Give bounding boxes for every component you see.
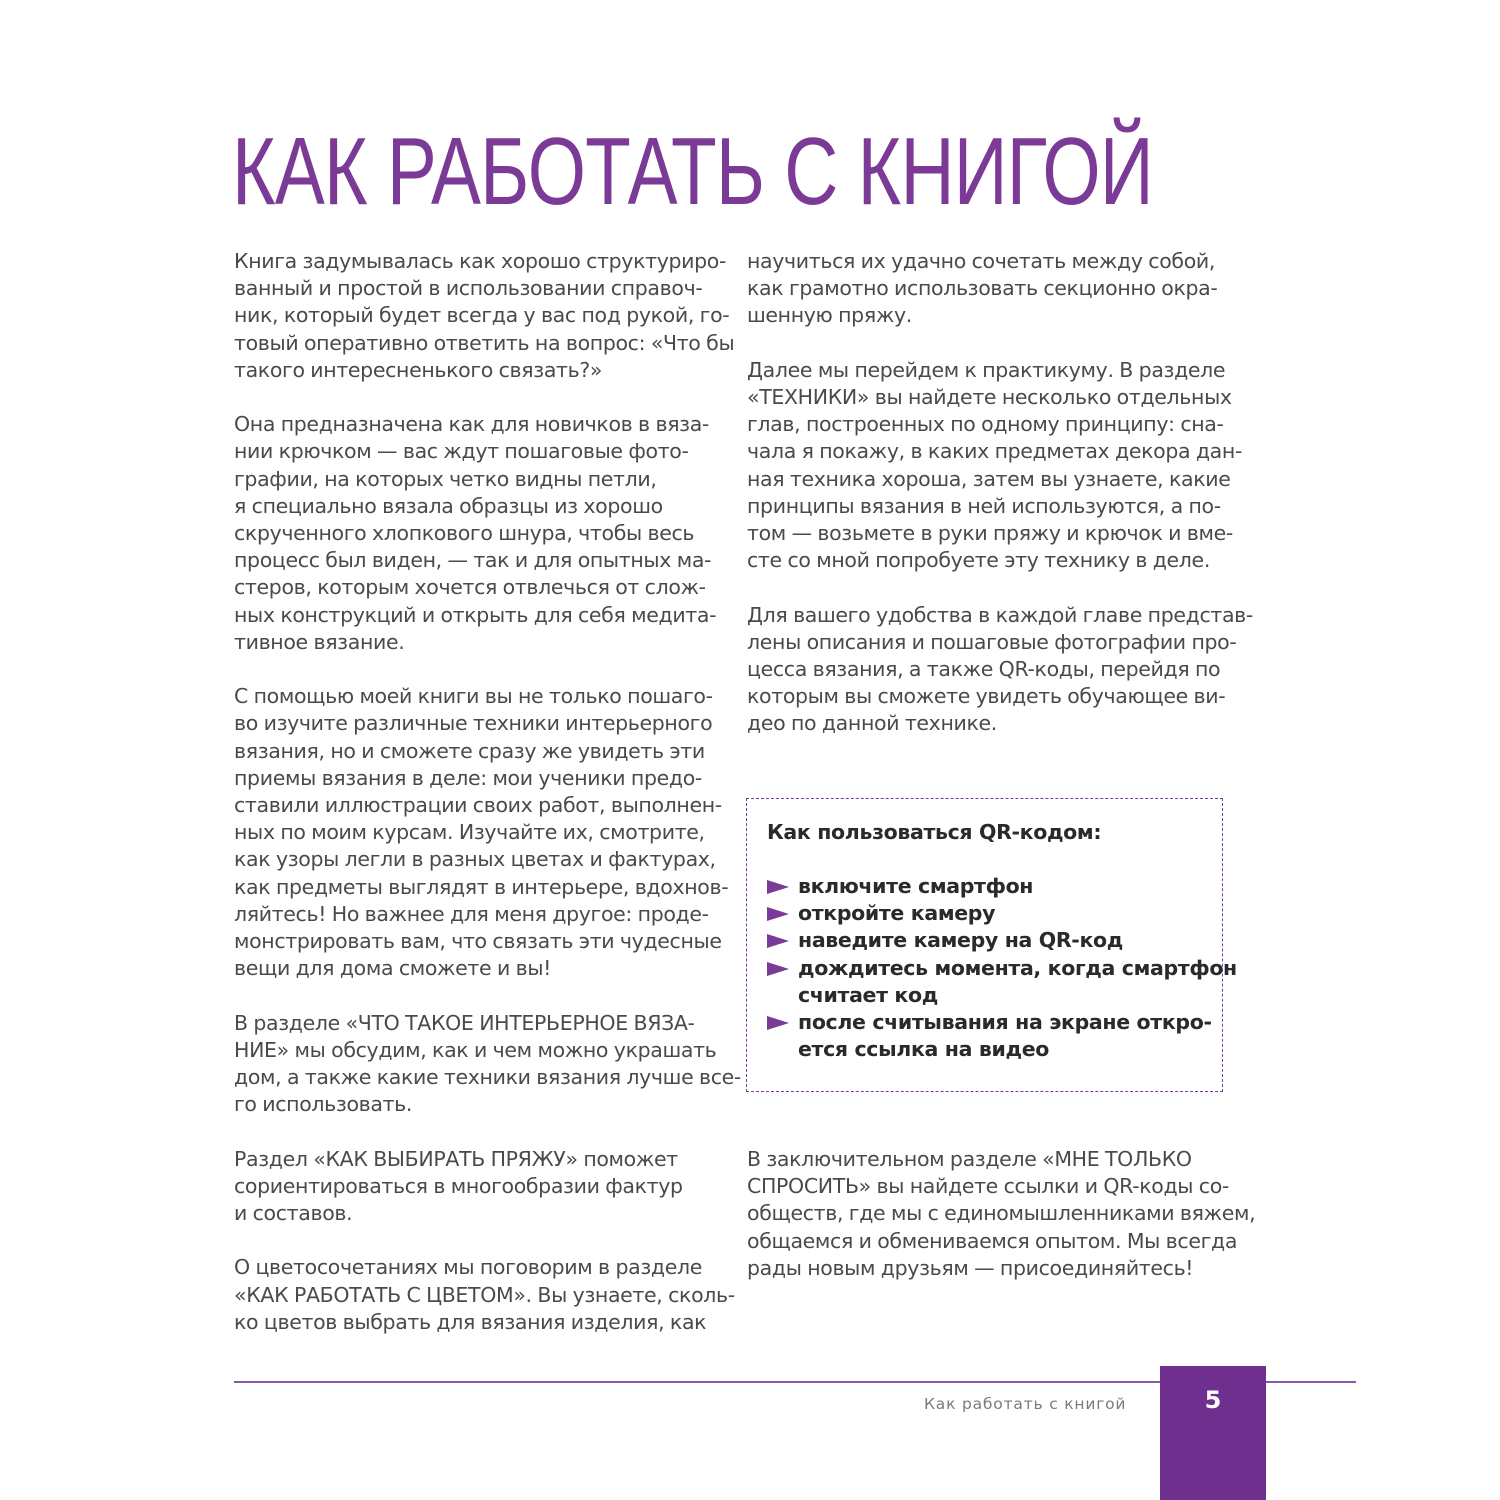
text-line: глав, построенных по одному принципу: сна-: [747, 412, 1224, 437]
text-line: сориентироваться в многообразии фактур: [234, 1173, 683, 1198]
qr-box-title: Как пользоваться QR-кодом:: [767, 820, 1102, 844]
text-line: обществ, где мы с единомышленниками вяжем,: [747, 1201, 1256, 1226]
text-line: го использовать.: [234, 1092, 413, 1117]
text-line: которым вы сможете увидеть обучающее ви-: [747, 684, 1226, 709]
closing-paragraph: [747, 1146, 1256, 1282]
qr-step-text: откройте камеру: [798, 901, 996, 926]
text-line: «КАК РАБОТАТЬ С ЦВЕТОМ». Вы узнаете, сколь-: [234, 1282, 735, 1307]
text-line: и составов.: [234, 1201, 353, 1226]
qr-step: [767, 873, 1237, 900]
text-line: рады новым друзьям — присоединяйтесь!: [747, 1255, 1194, 1280]
paragraph-gap: [747, 574, 1227, 601]
paragraph-gap: [234, 982, 734, 1009]
text-line: такого интересненького связать?»: [234, 357, 603, 382]
text-line: приемы вязания в деле: мои ученики предо-: [234, 765, 702, 790]
qr-instructions-box: [746, 798, 1237, 1092]
text-line: как грамотно использовать секционно окра-: [747, 276, 1218, 301]
text-line: Она предназначена как для новичков в вяза-: [234, 412, 709, 437]
text-line: процесс был виден, — так и для опытных ма-: [234, 548, 712, 573]
text-line: чала я покажу, в каких предметах декора дан-: [747, 439, 1242, 464]
text-line: ник, который будет всегда у вас под рукой, го-: [234, 303, 730, 328]
text-line: нии крючком — вас ждут пошаговые фото-: [234, 439, 689, 464]
text-line: ванный и простой в использовании справоч-: [234, 276, 703, 301]
paragraph-gap: [234, 384, 734, 411]
text-line: как предметы выглядят в интерьере, вдохнов-: [234, 874, 729, 899]
text-line: ная техника хороша, затем вы узнаете, какие: [747, 466, 1231, 491]
paragraph-gap: [234, 1227, 734, 1254]
arrow-bullet-icon: [767, 1016, 789, 1030]
text-line: «ТЕХНИКИ» вы найдете несколько отдельных: [747, 385, 1232, 409]
text-line: НИЕ» мы обсудим, как и чем можно украшать: [234, 1037, 717, 1062]
text-line: товый оперативно ответить на вопрос: «Что бы: [234, 330, 735, 355]
left-column: [234, 248, 741, 1336]
qr-step: [767, 1009, 1237, 1063]
qr-step-text: наведите камеру на QR-код: [798, 928, 1123, 953]
text-line: В заключительном разделе «МНЕ ТОЛЬКО: [747, 1147, 1192, 1171]
text-line: общаемся и обмениваемся опытом. Мы всегда: [747, 1228, 1238, 1253]
text-line: ляйтесь! Но важнее для меня другое: проде-: [234, 901, 709, 926]
qr-step-text: дождитесь момента, когда смартфон: [798, 955, 1237, 980]
page-number: 5: [1204, 1386, 1222, 1414]
text-line: Для вашего удобства в каждой главе представ-: [747, 602, 1253, 627]
text-line: графии, на которых четко видны петли,: [234, 466, 657, 491]
qr-steps-list: [767, 873, 1237, 1063]
text-line: дом, а также какие техники вязания лучше все-: [234, 1065, 741, 1090]
arrow-bullet-icon: [767, 934, 789, 948]
text-line: Далее мы перейдем к практикуму. В разделе: [747, 357, 1226, 382]
text-line: Книга задумывалась как хорошо структуриро-: [234, 249, 727, 273]
page-title: КАК РАБОТАТЬ С КНИГОЙ: [232, 118, 1153, 225]
qr-step-text: после считывания на экране откро-: [798, 1010, 1212, 1035]
text-line: скрученного хлопкового шнура, чтобы весь: [234, 521, 695, 546]
text-line: стеров, которым хочется отвлечься от слож-: [234, 575, 706, 600]
qr-step-text: ется ссылка на видео: [798, 1037, 1049, 1062]
text-line: я специально вязала образцы из хорошо: [234, 493, 663, 518]
text-line: шенную пряжу.: [747, 303, 912, 328]
text-line: СПРОСИТЬ» вы найдете ссылки и QR-коды со-: [747, 1174, 1229, 1199]
text-line: О цветосочетаниях мы поговорим в разделе: [234, 1255, 702, 1280]
paragraph-gap: [234, 1118, 734, 1145]
text-line: во изучите различные техники интерьерного: [234, 711, 713, 736]
arrow-bullet-icon: [767, 962, 789, 976]
text-line: ко цветов выбрать для вязания изделия, как: [234, 1309, 707, 1334]
qr-step: [767, 927, 1237, 954]
text-line: как узоры легли в разных цветах и фактурах,: [234, 847, 716, 872]
text-line: том — возьмете в руки пряжу и крючок и вме-: [747, 521, 1233, 546]
qr-step: [767, 955, 1237, 1009]
right-column-top: [747, 248, 1253, 738]
text-line: део по данной технике.: [747, 711, 997, 736]
qr-step: [767, 900, 1237, 927]
text-line: научиться их удачно сочетать между собой,: [747, 249, 1216, 273]
text-line: ставили иллюстрации своих работ, выполнен-: [234, 793, 722, 818]
text-line: В разделе «ЧТО ТАКОЕ ИНТЕРЬЕРНОЕ ВЯЗА-: [234, 1010, 695, 1035]
paragraph-gap: [234, 656, 734, 683]
text-line: принципы вязания в ней используются, а по-: [747, 493, 1221, 518]
text-line: Раздел «КАК ВЫБИРАТЬ ПРЯЖУ» поможет: [234, 1146, 678, 1171]
paragraph-gap: [747, 330, 1227, 357]
arrow-bullet-icon: [767, 880, 789, 894]
text-line: цесса вязания, а также QR-коды, перейдя по: [747, 657, 1221, 682]
running-title: Как работать с книгой: [924, 1395, 1127, 1413]
text-line: тивное вязание.: [234, 629, 405, 654]
text-line: монстрировать вам, что связать эти чудесные: [234, 929, 722, 954]
text-line: вещи для дома сможете и вы!: [234, 956, 552, 981]
text-line: сте со мной попробуете эту технику в деле.: [747, 548, 1210, 573]
text-line: ных конструкций и открыть для себя медита-: [234, 602, 717, 627]
arrow-bullet-icon: [767, 907, 789, 921]
qr-step-text: включите смартфон: [798, 874, 1034, 898]
text-line: ных по моим курсам. Изучайте их, смотрите,: [234, 820, 705, 845]
qr-step-text: считает код: [798, 982, 938, 1007]
text-line: вязания, но и сможете сразу же увидеть эти: [234, 738, 705, 763]
page-number-tab: [1160, 1366, 1266, 1500]
text-line: С помощью моей книги вы не только пошаго-: [234, 684, 713, 709]
text-line: лены описания и пошаговые фотографии про-: [747, 629, 1237, 654]
